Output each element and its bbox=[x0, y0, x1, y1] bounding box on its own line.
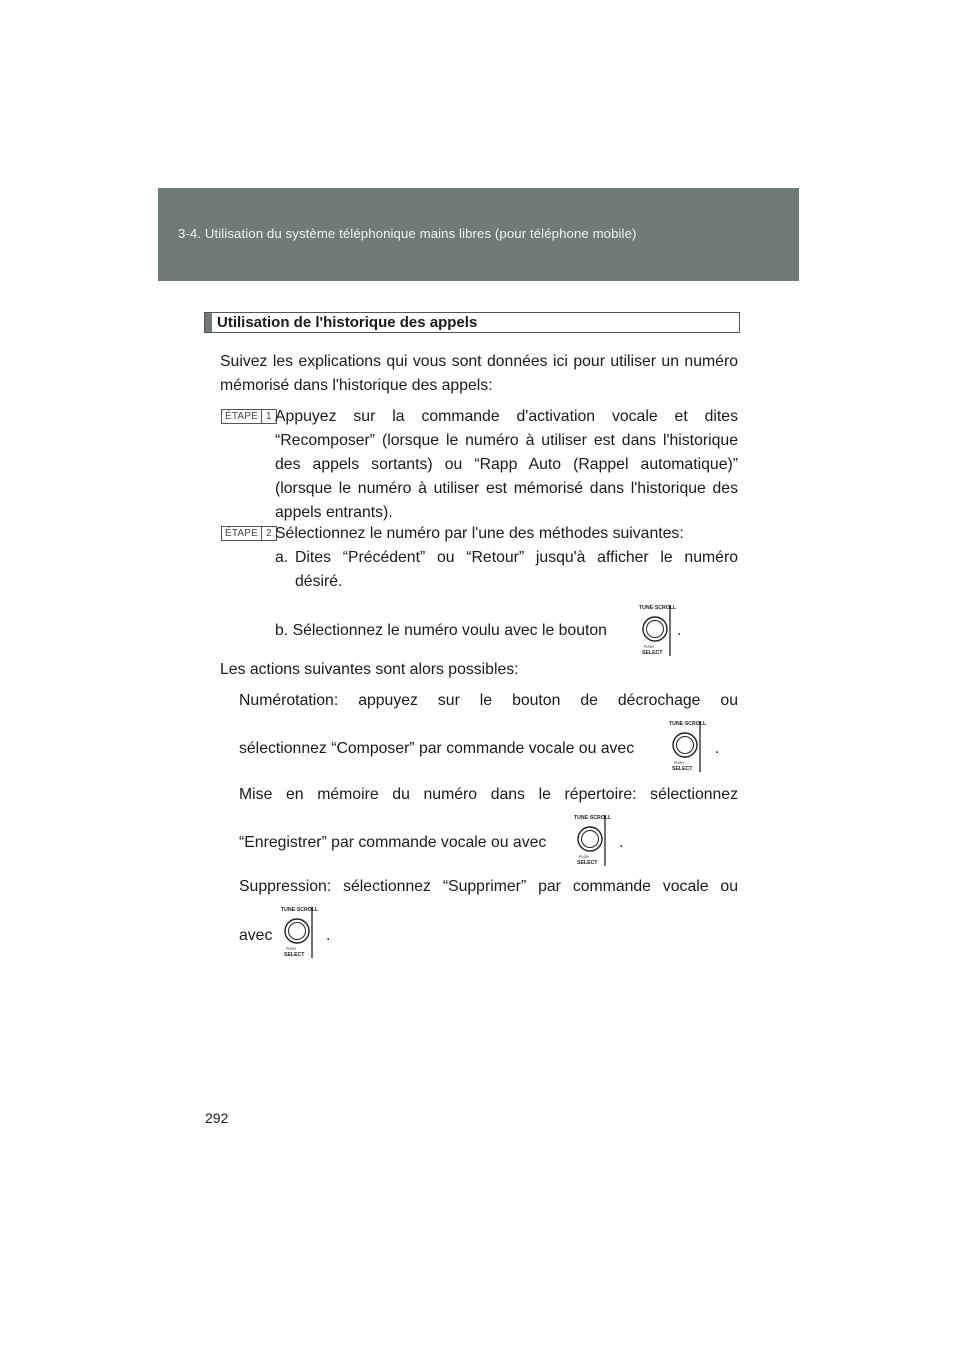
page-header bbox=[158, 188, 799, 281]
step-1-text: Appuyez sur la commande d'activation vocale et dites “Recomposer” (lorsque le numéro à utiliser est dans l'historique des appels sortants) ou “Rapp Auto (Rappel automatique)” (lorsque le numéro à utiliser est mémorisé dans l'historique des appels entrants). bbox=[275, 408, 738, 521]
step-badge-1 bbox=[221, 409, 277, 424]
section-title-bar bbox=[205, 313, 212, 332]
actions-intro: Les actions suivantes sont alors possibles: bbox=[220, 661, 519, 678]
section-title: Utilisation de l'historique des appels bbox=[217, 314, 478, 331]
period: . bbox=[715, 740, 720, 757]
page-number: 292 bbox=[205, 1110, 229, 1126]
delete-line-1: Suppression: sélectionnez “Supprimer” par commande vocale ou bbox=[239, 878, 738, 895]
sub-b-text: b. Sélectionnez le numéro voulu avec le bouton bbox=[275, 622, 607, 639]
dial-line-1: Numérotation: appuyez sur le bouton de décrochage ou bbox=[239, 692, 738, 709]
breadcrumb: 3-4. Utilisation du système téléphonique mains libres (pour téléphone mobile) bbox=[178, 226, 637, 241]
tune-select-knob-icon bbox=[662, 716, 716, 776]
period: . bbox=[677, 622, 682, 639]
step-number: 1 bbox=[266, 411, 272, 422]
tune-select-knob-icon bbox=[567, 810, 624, 870]
save-line-2: “Enregistrer” par commande vocale ou avec bbox=[239, 834, 547, 851]
step-word: ÉTAPE bbox=[222, 410, 262, 423]
delete-line-2: avec bbox=[239, 927, 273, 944]
dial-line-2: sélectionnez “Composer” par commande vocale ou avec bbox=[239, 740, 635, 757]
sub-a-text: Dites “Précédent” ou “Retour” jusqu'à afficher le numéro désiré. bbox=[295, 549, 738, 590]
period: . bbox=[619, 834, 624, 851]
section-title-box bbox=[204, 312, 740, 333]
step-word: ÉTAPE bbox=[222, 527, 262, 540]
tune-select-knob-icon bbox=[274, 902, 331, 962]
step-badge-2 bbox=[221, 526, 277, 541]
period: . bbox=[326, 927, 331, 944]
step-2-text: Sélectionnez le numéro par l'une des méthodes suivantes: bbox=[275, 525, 684, 542]
step-number: 2 bbox=[266, 528, 272, 539]
save-line-1: Mise en mémoire du numéro dans le répertoire: sélectionnez bbox=[239, 786, 738, 803]
sub-a-marker: a. bbox=[275, 549, 289, 566]
intro-paragraph: Suivez les explications qui vous sont données ici pour utiliser un numéro mémorisé dans l'historique des appels: bbox=[220, 353, 738, 394]
